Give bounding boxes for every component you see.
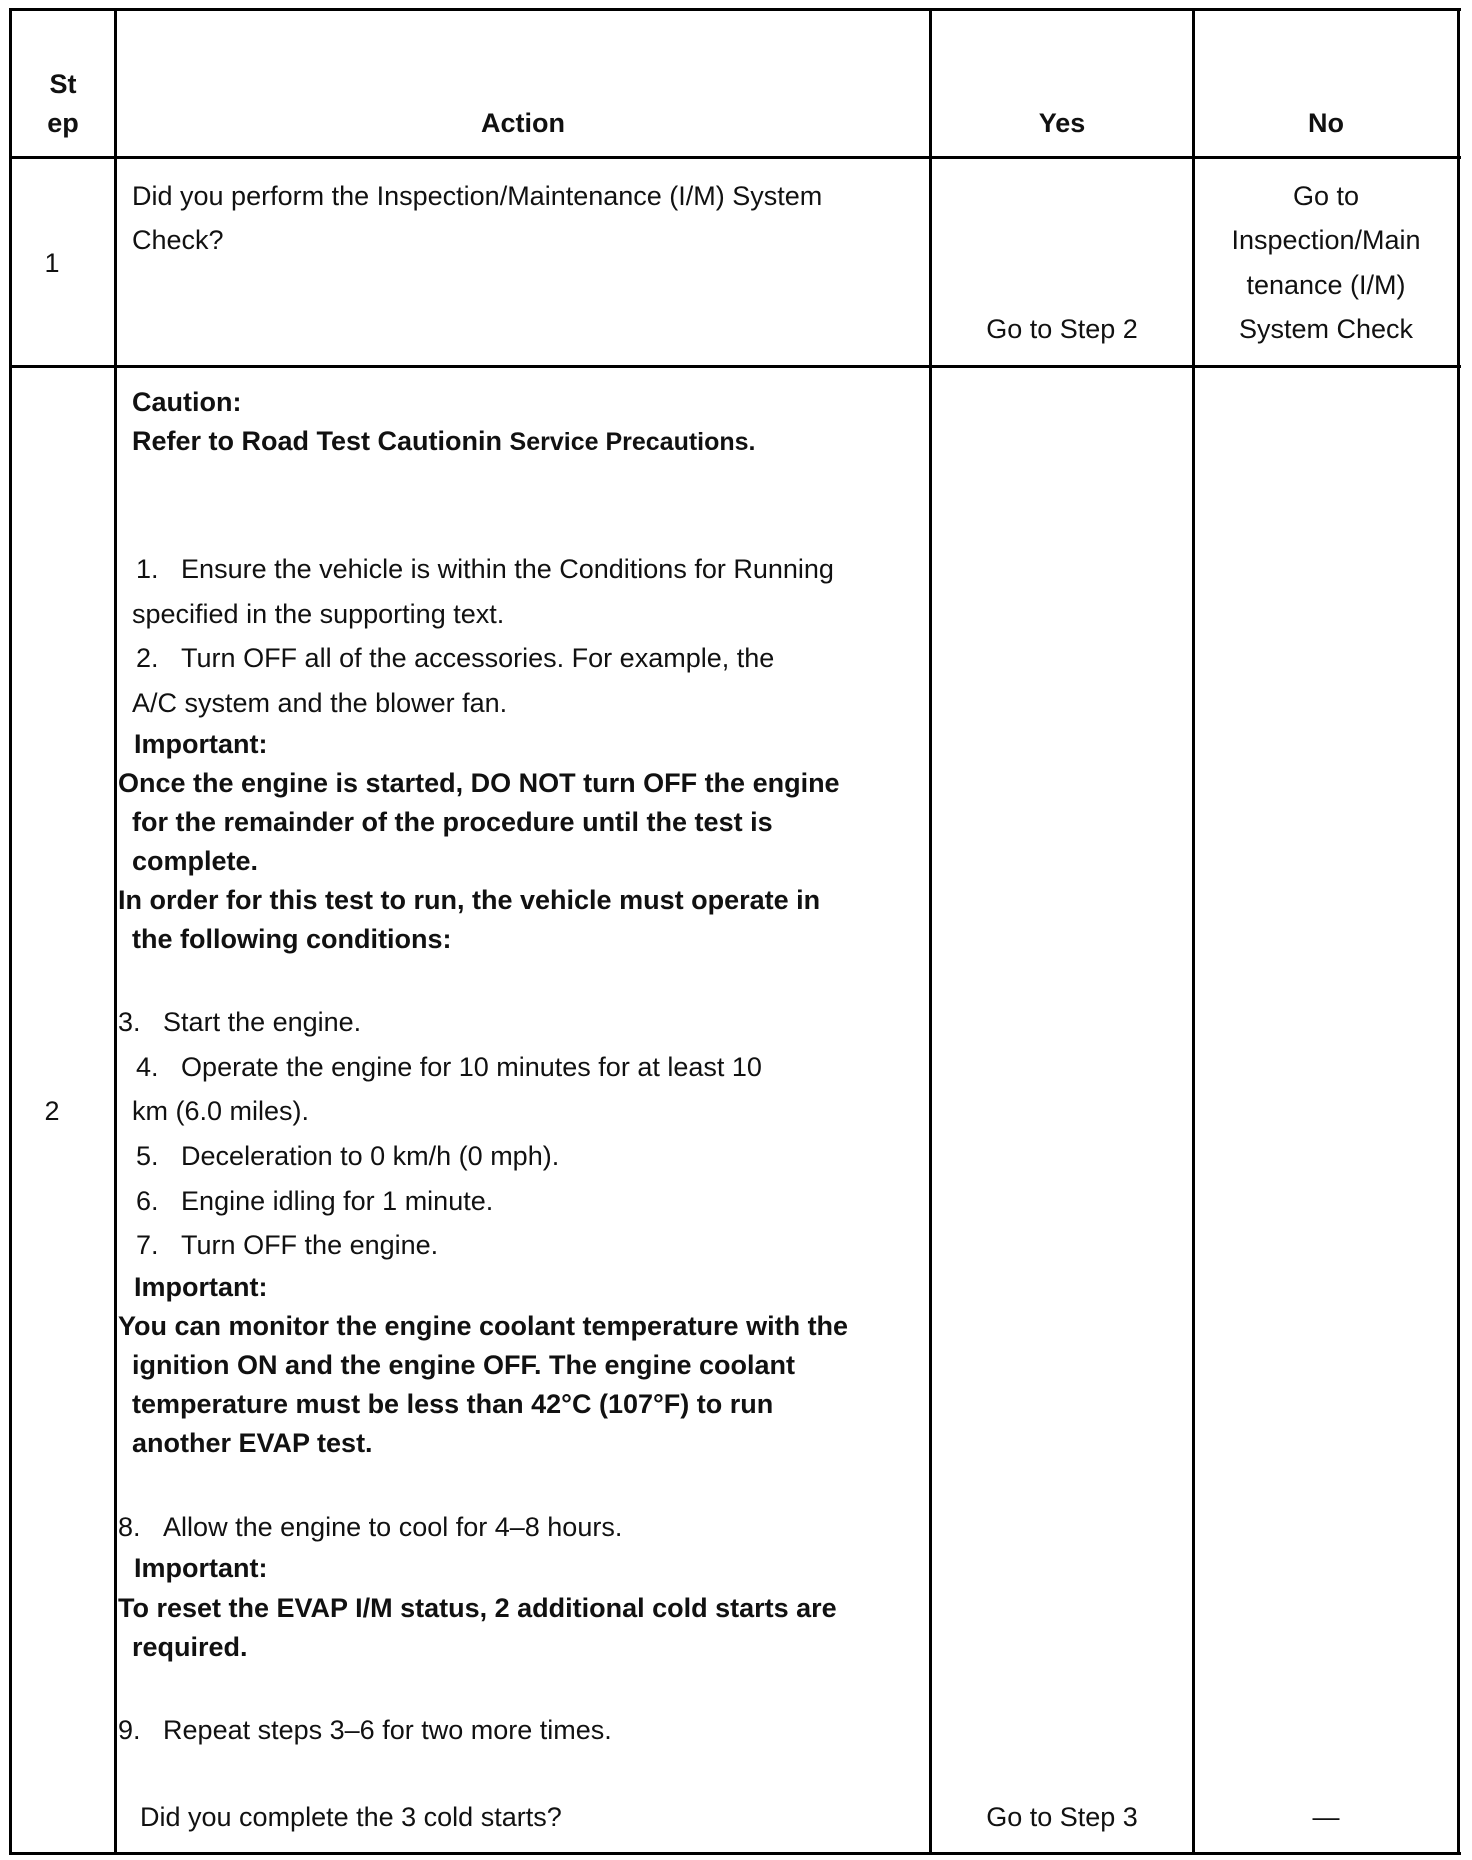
caution-text: Refer to Road Test Cautionin Service Precautions. (132, 426, 756, 456)
action-question: Did you complete the 3 cold starts? (140, 1802, 562, 1832)
important-text: temperature must be less than 42°C (107°F) to run (132, 1389, 774, 1419)
important-label: Important: (134, 1553, 268, 1583)
procedure-step-continuation: specified in the supporting text. (132, 599, 505, 629)
column-divider-action (929, 8, 932, 1855)
procedure-step: 3. Start the engine. (118, 1007, 362, 1037)
important-text: for the remainder of the procedure until the test is (132, 807, 773, 837)
important-text: Once the engine is started, DO NOT turn OFF the engine (118, 768, 840, 798)
procedure-step: 8. Allow the engine to cool for 4–8 hours. (118, 1512, 623, 1542)
header-action: Action (481, 108, 565, 138)
important-label: Important: (134, 729, 268, 759)
important-text: ignition ON and the engine OFF. The engine coolant (132, 1350, 796, 1380)
table-border-right (1457, 8, 1460, 1855)
important-text: To reset the EVAP I/M status, 2 additional cold starts are (118, 1593, 837, 1623)
header-step-line2: ep (47, 108, 79, 138)
step-number: 2 (44, 1096, 60, 1126)
important-text: the following conditions: (132, 924, 452, 954)
important-text: complete. (132, 846, 259, 876)
column-divider-step (114, 8, 117, 1855)
procedure-step-continuation: A/C system and the blower fan. (132, 688, 508, 718)
action-text: Check? (132, 225, 224, 255)
caution-label: Caution: (132, 387, 242, 417)
procedure-step: 6. Engine idling for 1 minute. (136, 1186, 494, 1216)
important-label: Important: (134, 1272, 268, 1302)
action-text: Did you perform the Inspection/Maintenance (I/M) System (132, 181, 823, 211)
no-result: — (1312, 1802, 1340, 1832)
procedure-step: 5. Deceleration to 0 km/h (0 mph). (136, 1141, 560, 1171)
important-text: In order for this test to run, the vehicle must operate in (118, 885, 821, 915)
no-result: Inspection/Main (1231, 225, 1421, 255)
important-text: required. (132, 1632, 248, 1662)
no-result: Go to (1292, 181, 1360, 211)
procedure-step: 1. Ensure the vehicle is within the Conditions for Running (136, 554, 834, 584)
yes-result: Go to Step 2 (986, 314, 1138, 344)
important-text: You can monitor the engine coolant temperature with the (118, 1311, 849, 1341)
procedure-step: 4. Operate the engine for 10 minutes for at least 10 (136, 1052, 762, 1082)
important-text: another EVAP test. (132, 1428, 373, 1458)
header-yes: Yes (1038, 108, 1086, 138)
table-border-left (9, 8, 12, 1855)
table-border-bottom (9, 1852, 1461, 1855)
step-number: 1 (44, 248, 60, 278)
procedure-step: 9. Repeat steps 3–6 for two more times. (118, 1715, 612, 1745)
no-result: System Check (1238, 314, 1414, 344)
header-no: No (1308, 108, 1344, 138)
row-divider (9, 365, 1461, 368)
yes-result: Go to Step 3 (986, 1802, 1138, 1832)
no-result: tenance (I/M) (1246, 270, 1406, 300)
table-border-top (9, 8, 1461, 11)
header-step-line1: St (49, 69, 77, 99)
procedure-step: 7. Turn OFF the engine. (136, 1230, 439, 1260)
header-divider (9, 156, 1461, 159)
procedure-step-continuation: km (6.0 miles). (132, 1096, 310, 1126)
procedure-step: 2. Turn OFF all of the accessories. For example, the (136, 643, 775, 673)
